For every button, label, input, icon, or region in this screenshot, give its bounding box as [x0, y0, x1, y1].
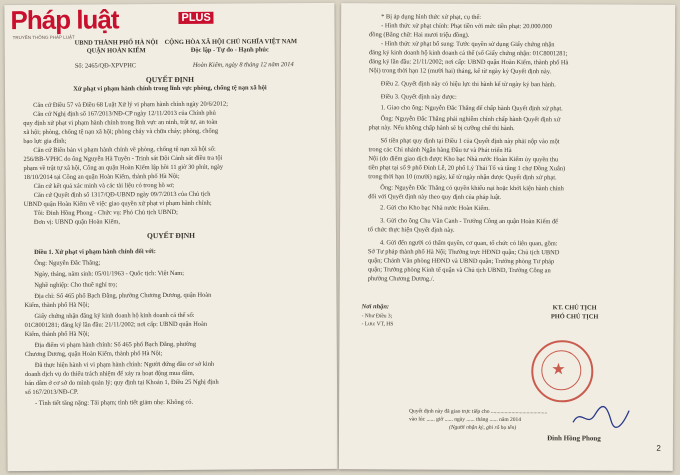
decision-subtitle: Xử phạt vi phạm hành chính trong lĩnh vực phòng, chống tệ nạn xã hội — [73, 84, 267, 93]
p2-line: - Hình thức xử phạt bổ sung: Tước quyền sử dụng Giấy chứng nhận — [380, 40, 555, 49]
p1-line: Căn cứ Biên bản vi phạm hành chính về phòng, chống tệ nạn xã hội số: — [33, 145, 216, 154]
p2-line: đồng (Bằng chữ: Hai mươi triệu đồng). — [369, 31, 470, 39]
p2-line: Số tiền phạt quy định tại Điều 1 của Quyết định này phải nộp vào một — [380, 137, 560, 146]
p1-line: bán dâm ở cơ sở do mình quản lý; quy định tại Khoản 1, Điều 25 Nghị định — [24, 378, 219, 388]
article-3: Điều 3. Quyết định này được: — [380, 93, 457, 101]
p1-line: Đã thực hiện hành vi vi phạm hành chính: Người đứng đầu cơ sở kinh — [34, 360, 215, 369]
p2-line: trong thời hạn 10 (mười) ngày, kể từ ngày nhận được Quyết định xử phạt. — [368, 173, 557, 182]
header-right-1: CỘNG HÒA XÃ HỘI CHỦ NGHĨA VIỆT NAM — [164, 38, 298, 47]
p1-line: Kiếm, thành phố Hà Nội; — [24, 330, 90, 339]
p2-line: quận; Trưởng phòng Kinh tế quận và Chủ tịch UBND, Trưởng Công an — [367, 266, 551, 275]
decision-title: QUYẾT ĐỊNH — [145, 74, 194, 85]
p2-line: quận; Chánh Văn phòng HĐND và UBND quận; Trưởng phòng Tư pháp — [367, 257, 555, 266]
p1-line: số 167/2013/NĐ-CP. — [25, 388, 79, 397]
phapluat-plus-logo — [6, 5, 256, 41]
article-1-heading: Điều 1. Xử phạt vi phạm hành chính đối với: — [34, 248, 156, 256]
p2-line: đăng ký lần đầu: 21/11/2002; nơi cấp: UBND quận Hoàn Kiếm, thành phố Hà — [368, 58, 569, 67]
p1-line: Nghề nghiệp: Cho thuê nghỉ trọ; — [34, 281, 118, 289]
p1-line: Căn cứ Quyết định số 1317/QĐ-UBND ngày 09/7/2013 của Chủ tịch — [33, 190, 211, 199]
footer-line: vào lúc ...... giờ ...... ngày ...... tháng ...... năm 2014 — [409, 416, 522, 424]
p1-line: xã hội; phòng, chống tệ nạn xã hội; phòng cháy và chữa cháy; phòng, chống — [23, 127, 219, 137]
p1-line: Chương Dương, quận Hoàn Kiếm, thành phố Hà Nội; — [24, 350, 163, 359]
p2-line: Ông: Nguyễn Đắc Thắng phải nghiêm chỉnh chấp hành Quyết định xử — [380, 115, 561, 124]
p2-line: phường Chương Dương./. — [367, 275, 435, 283]
seal-star-icon: ★ — [551, 361, 566, 379]
p1-line: 01C8001281; đăng ký lần đầu: 21/11/2002; nơi cấp: UBND quận Hoàn — [24, 320, 208, 330]
p2-line: * Bị áp dụng hình thức xử phạt, cụ thể: — [381, 13, 482, 21]
footer-note: (Người nhận ký, ghi rõ họ tên) — [448, 424, 517, 432]
p2-line: Ông: Nguyễn Đắc Thắng có quyền khiếu nại hoặc khởi kiện hành chính — [380, 184, 564, 193]
p1-line: doanh dịch vụ do thiếu trách nhiệm để xảy ra hoạt động mua dâm, — [24, 369, 195, 379]
p1-line: bạo lực gia đình; — [23, 137, 67, 146]
p1-line: phạm về trật tự xã hội, Công an quận Hoàn Kiếm lập hồi 11 giờ 30 phút, ngày — [23, 163, 224, 173]
page-number: 2 — [656, 443, 661, 453]
p1-line: Tôi: Đinh Hồng Phong - Chức vụ: Phó Chủ tịch UBND; — [33, 208, 178, 217]
brand-name: Pháp luật — [10, 4, 119, 36]
p1-line: UBND quận Hoàn Kiếm về việc giao quyền xử phạt vi phạm hành chính; — [23, 199, 212, 209]
p2-line: 3. Gửi cho ông Chu Văn Canh - Trưởng Công an quận Hoàn Kiếm để — [380, 217, 559, 226]
header-right-2: Độc lập - Tự do - Hạnh phúc — [190, 46, 269, 54]
p2-line: Nội) trong thời hạn 12 (mười hai) tháng, kể từ ngày ký Quyết định này. — [368, 67, 552, 76]
header-left-1: UBND THÀNH PHỐ HÀ NỘI — [74, 39, 158, 47]
p2-line: 2. Gửi cho Kho bạc Nhà nước Hoàn Kiếm. — [380, 204, 490, 212]
recipient-item: - Lưu: VT, HS — [361, 321, 394, 328]
p1-line: Địa chỉ: Số 465 phố Bạch Đằng, phường Chương Dương, quận Hoàn — [34, 291, 212, 300]
recipient-item: - Như Điều 3; — [361, 313, 393, 320]
footer-line: Quyết định này đã giao trực tiếp cho ......................................... — [409, 408, 548, 416]
brand-plus: PLUS — [178, 12, 213, 24]
p1-line: Căn cứ Nghị định số 167/2013/NĐ-CP ngày 12/11/2013 của Chính phủ — [33, 109, 216, 118]
decision-date: Hoàn Kiếm, ngày 8 tháng 12 năm 2014 — [192, 61, 294, 69]
decision-number: Số: 2465/QĐ-XPVPHC — [74, 62, 137, 70]
p1-line: Căn cứ kết quả xác minh và các tài liệu có trong hồ sơ; — [33, 181, 175, 190]
decision-title-2: QUYẾT ĐỊNH — [146, 230, 196, 241]
p2-line: 4. Gửi đến người có thẩm quyền, cơ quan, tổ chức có liên quan, gồm: — [379, 239, 558, 248]
decision-page-1 — [4, 3, 337, 471]
p2-line: đăng ký kinh doanh hộ kinh doanh cá thể (số Giấy chứng nhận: 01C8001281; — [368, 49, 568, 58]
p1-line: - Tình tiết tăng nặng: Tái phạm; tình tiết giảm nhẹ: Không có. — [35, 398, 194, 407]
p1-line: Căn cứ Điều 57 và Điều 68 Luật Xử lý vi phạm hành chính ngày 20/6/2012; — [33, 100, 228, 109]
header-left-2: QUẬN HOÀN KIẾM — [86, 47, 146, 55]
p2-line: đối với Quyết định này theo quy định của pháp luật. — [368, 193, 502, 201]
p2-line: tiền phạt tại số 9 phố Đinh Lễ, 20 phố Lý Thái Tổ và tầng 1 chợ Đồng Xuân) — [368, 164, 566, 173]
p1-line: Đơn vị: UBND quận Hoàn Kiếm, — [33, 218, 121, 226]
p1-line: Ngày, tháng, năm sinh: 05/01/1963 - Quốc tịch: Việt Nam; — [34, 269, 185, 278]
p1-line: 18/10/2014 tại Công an quận Hoàn Kiếm, thành phố Hà Nội; — [23, 172, 180, 182]
sign-title-1: KT. CHỦ TỊCH — [552, 304, 597, 312]
p1-line: Giấy chứng nhận đăng ký kinh doanh hộ kinh doanh cá thể số: — [34, 311, 195, 320]
p2-line: - Hình thức xử phạt chính: Phạt tiền với mức tiền phạt: 20.000.000 — [381, 22, 552, 31]
p2-line: tổ chức thực hiện Quyết định này. — [368, 226, 455, 234]
signature-image — [571, 402, 631, 430]
brand-tagline: TRUYỀN THÔNG PHÁP LUẬT — [12, 34, 75, 41]
signer-name: Đinh Hồng Phong — [547, 434, 601, 443]
p1-line: Ông: Nguyễn Đắc Thắng; — [34, 259, 101, 267]
p1-line: Kiếm, thành phố Hà Nội; — [24, 301, 90, 310]
p1-line: 256/BB-VPHC do ông Nguyễn Hà Tuyên - Trinh sát Đội Cảnh sát điều tra tội — [23, 154, 223, 164]
recipients-heading: Nơi nhận: — [361, 303, 390, 311]
p2-line: phạt này. Nếu không chấp hành sẽ bị cưỡng chế thi hành. — [368, 124, 515, 133]
p2-line: 1. Giao cho ông: Nguyễn Đắc Thắng để chấp hành Quyết định xử phạt. — [380, 104, 563, 113]
decision-page-2 — [339, 3, 675, 471]
p2-line: Nội (do điểm giao dịch được Kho bạc Nhà nước Hoàn Kiếm ủy quyền thu — [368, 155, 559, 164]
p1-line: quy định xử phạt vi phạm hành chính trong lĩnh vực an ninh, trật tự, an toàn — [23, 118, 218, 128]
p2-line: Sở Tư pháp thành phố Hà Nội; Thường trực HĐND quận; Chủ tịch UBND — [367, 248, 560, 257]
article-2: Điều 2. Quyết định này có hiệu lực thi hành kể từ ngày ký ban hành. — [380, 80, 556, 89]
p1-line: Địa điểm vi phạm hành chính: Số 465 phố Bạch Đằng, phường — [34, 340, 197, 349]
p2-line: trong các Chi nhánh Ngân hàng Đầu tư và Phát triển Hà — [368, 146, 512, 155]
sign-title-2: PHÓ CHỦ TỊCH — [550, 313, 599, 321]
